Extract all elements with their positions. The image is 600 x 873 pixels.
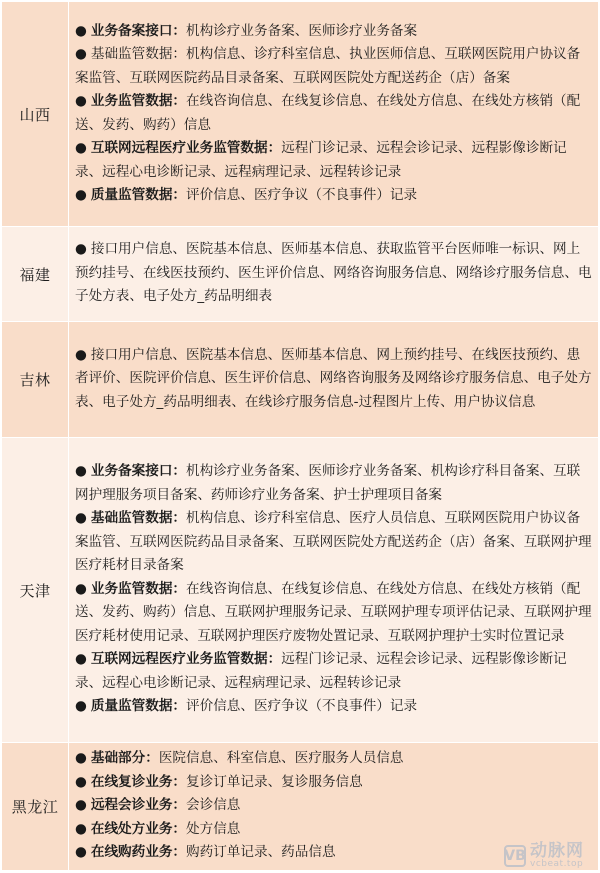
item-text: 机构诊疗业务备案、医师诊疗业务备案: [186, 22, 418, 39]
item-text: 接口用户信息、医院基本信息、医师基本信息、获取监管平台医师唯一标识、网上预约挂号、在线医技预约、医生评价信息、网络咨询服务信息、网络诊疗服务信息、电子处方表、电子处方_药品明细表: [75, 241, 592, 305]
item-label: 质量监管数据：: [90, 187, 187, 203]
province-items: [69, 322, 599, 438]
list-item: [75, 90, 592, 137]
bullet-icon: ●: [75, 773, 87, 790]
item-label: 基础部分：: [90, 750, 159, 766]
list-item: [75, 794, 592, 818]
list-item: [75, 137, 592, 184]
bullet-icon: ●: [75, 510, 87, 527]
list-item: [75, 238, 592, 309]
list-item: [75, 507, 592, 578]
list-item: [75, 460, 592, 507]
bullet-icon: ●: [75, 844, 87, 860]
item-label: 业务监管数据：: [90, 580, 187, 597]
province-name: 福建: [2, 227, 69, 322]
item-text: 基础监管数据：机构信息、诊疗科室信息、执业医师信息、互联网医院用户协议备案监管、互联网医院药品目录备案、互联网医院处方配送药企（店）备案: [75, 46, 581, 86]
province-name: 吉林: [2, 322, 69, 438]
item-text: 评价信息、医疗争议（不良事件）记录: [186, 698, 418, 715]
list-item: [75, 344, 592, 415]
watermark-url: vcbeat.top: [530, 859, 584, 869]
item-label: 业务备案接口：: [90, 22, 187, 39]
item-text: 会诊信息: [186, 797, 241, 813]
item-label: 业务监管数据：: [90, 93, 187, 109]
item-text: 处方信息: [186, 820, 241, 837]
table-row: [2, 2, 599, 227]
item-text: 评价信息、医疗争议（不良事件）记录: [186, 187, 418, 203]
watermark-name: 动脉网: [530, 841, 584, 861]
vcbeat-logo-icon: VB: [504, 845, 526, 867]
province-items: [69, 438, 599, 743]
bullet-icon: ●: [75, 140, 87, 156]
item-text: 接口用户信息、医院基本信息、医师基本信息、网上预约挂号、在线医技预约、患者评价、医院评价信息、医生评价信息、网络咨询服务及网络诊疗服务信息、电子处方表、电子处方_药品明细表、在线诊疗服务信息-过程图片上传、用户协议信息: [75, 346, 592, 410]
item-label: 在线复诊业务：: [90, 773, 187, 790]
table-row: [2, 227, 599, 322]
province-items: [69, 227, 599, 322]
item-label: 在线处方业务：: [90, 820, 187, 837]
bullet-icon: ●: [75, 346, 87, 363]
item-text: 医院信息、科室信息、医疗服务人员信息: [158, 750, 404, 766]
bullet-icon: ●: [75, 797, 87, 813]
bullet-icon: ●: [75, 820, 87, 837]
province-items: [69, 2, 599, 227]
table-row: [2, 322, 599, 438]
list-item: [75, 695, 592, 719]
list-item: [75, 20, 592, 44]
province-name: 黑龙江: [2, 743, 69, 871]
bullet-icon: ●: [75, 187, 87, 203]
bullet-icon: ●: [75, 463, 87, 480]
item-text: 在线咨询信息、在线复诊信息、在线处方信息、在线处方核销（配送、发药、购药）信息: [75, 93, 581, 133]
item-text: 复诊订单记录、复诊服务信息: [186, 773, 363, 790]
item-text: 机构诊疗业务备案、医师诊疗业务备案、机构诊疗科目备案、互联网护理服务项目备案、药师诊疗业务备案、护士护理项目备案: [75, 463, 581, 503]
bullet-icon: ●: [75, 580, 87, 597]
bullet-icon: ●: [75, 698, 87, 715]
item-label: 远程会诊业务：: [90, 797, 187, 813]
province-name: 山西: [2, 2, 69, 227]
bullet-icon: ●: [75, 46, 87, 62]
bullet-icon: ●: [75, 241, 87, 258]
item-text: 远程门诊记录、远程会诊记录、远程影像诊断记录、远程心电诊断记录、远程病理记录、远程转诊记录: [75, 140, 567, 180]
list-item: [75, 747, 592, 771]
item-text: 在线咨询信息、在线复诊信息、在线处方信息、在线处方核销（配送、发药、购药）信息、互联网护理服务记录、互联网护理专项评估记录、互联网护理医疗耗材使用记录、互联网护理医疗废物处置记录、互联网护理护士实时位置记录: [75, 580, 592, 644]
list-item: [75, 578, 592, 649]
item-label: 在线购药业务：: [90, 844, 187, 860]
item-text: 机构信息、诊疗科室信息、医疗人员信息、互联网医院用户协议备案监管、互联网医院药品目录备案、互联网医院处方配送药企（店）备案、互联网护理医疗耗材目录备案: [75, 510, 592, 574]
province-data-table: [1, 1, 599, 871]
province-name: 天津: [2, 438, 69, 743]
item-label: 质量监管数据：: [90, 698, 187, 715]
watermark-text: [530, 843, 584, 869]
item-text: 远程门诊记录、远程会诊记录、远程影像诊断记录、远程心电诊断记录、远程病理记录、远程转诊记录: [75, 651, 567, 691]
list-item: [75, 648, 592, 695]
list-item: [75, 43, 592, 90]
bullet-icon: ●: [75, 22, 87, 39]
list-item: [75, 771, 592, 795]
watermark: [504, 843, 584, 869]
bullet-icon: ●: [75, 750, 87, 766]
list-item: [75, 818, 592, 842]
item-label: 基础监管数据：: [90, 510, 187, 527]
list-item: [75, 184, 592, 208]
item-label: 互联网远程医疗业务监管数据：: [90, 651, 282, 668]
bullet-icon: ●: [75, 651, 87, 668]
item-label: 业务备案接口：: [90, 463, 187, 480]
bullet-icon: ●: [75, 93, 87, 109]
table-row: [2, 438, 599, 743]
item-text: 购药订单记录、药品信息: [186, 844, 336, 860]
item-label: 互联网远程医疗业务监管数据：: [90, 140, 282, 156]
